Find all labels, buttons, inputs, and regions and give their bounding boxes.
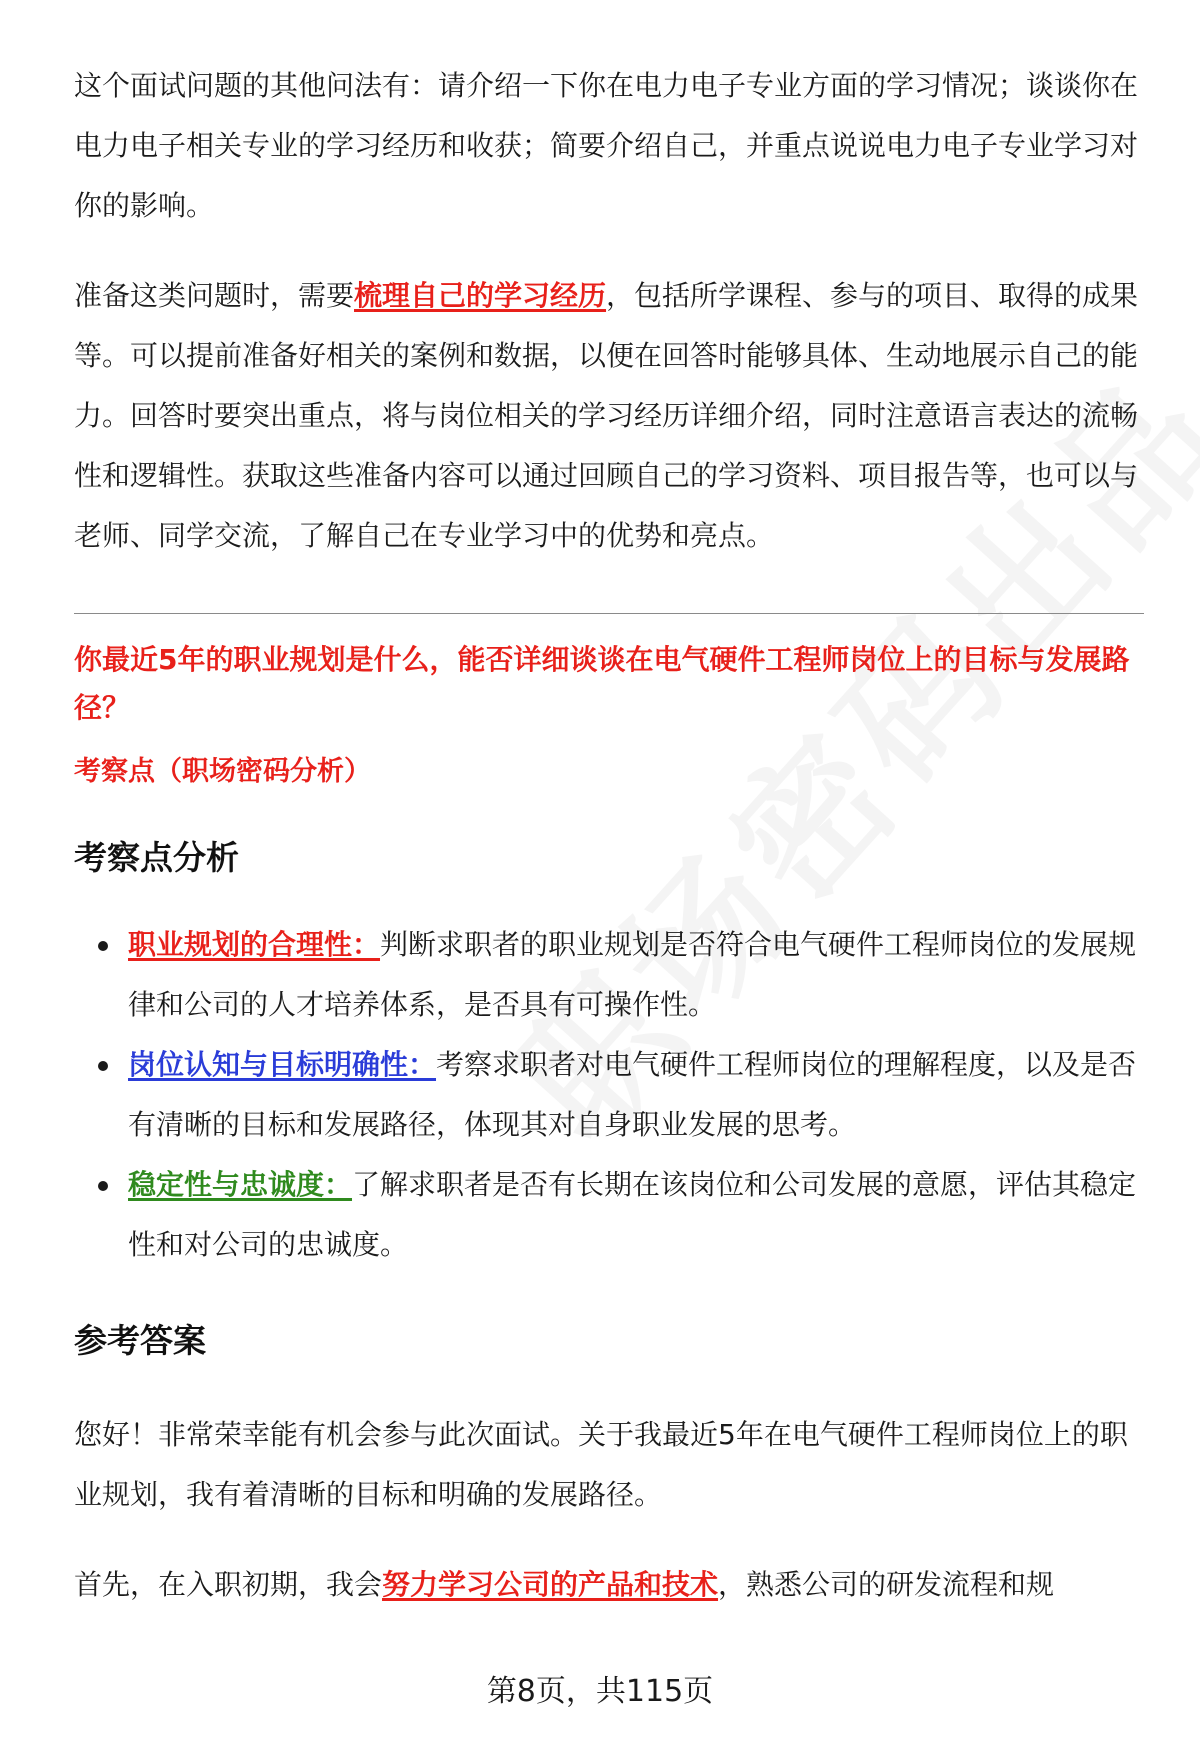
bullet-dot-icon (98, 1061, 108, 1071)
item-description: 了解求职者是否有长期在该岗位和公司发展的意愿，评估其稳定性和对公司的忠诚度。 (128, 1168, 1137, 1261)
list-item (74, 1155, 1144, 1275)
term-stability-loyalty: 稳定性与忠诚度： (128, 1168, 353, 1201)
answer-paragraph-2-lead: 首先，在入职初期，我会 (74, 1568, 383, 1601)
analysis-title: 考察点分析 (74, 838, 239, 877)
term-role-cognition: 岗位认知与目标明确性： (128, 1048, 437, 1081)
term-career-plan-rationality: 职业规划的合理性： (128, 928, 381, 961)
list-item (74, 915, 1144, 1035)
highlight-learn-products: 努力学习公司的产品和技术 (382, 1568, 719, 1601)
answer-paragraph-2 (74, 1555, 1144, 1615)
bullet-dot-icon (98, 1181, 108, 1191)
intro-paragraph-2-rest: ，包括所学课程、参与的项目、取得的成果等。可以提前准备好相关的案例和数据，以便在回答时能够具体、生动地展示自己的能力。回答时要突出重点，将与岗位相关的学习经历详细介绍，同时注意语言表达的流畅性和逻辑性。获取这些准备内容可以通过回顾自己的学习资料、项目报告等，也可以与老师、同学交流，了解自己在专业学习中的优势和亮点。 (74, 279, 1139, 552)
intro-paragraph-2 (74, 266, 1144, 566)
list-item (74, 1035, 1144, 1155)
page-number: 第8页，共115页 (486, 1674, 714, 1709)
answer-paragraph-1: 您好！非常荣幸能有机会参与此次面试。关于我最近5年在电气硬件工程师岗位上的职业规划，我有着清晰的目标和明确的发展路径。 (74, 1418, 1128, 1511)
bullet-dot-icon (98, 941, 108, 951)
document-page (74, 56, 1144, 1615)
highlight-review-study-experience: 梳理自己的学习经历 (354, 279, 607, 312)
question-heading: 你最近5年的职业规划是什么，能否详细谈谈在电气硬件工程师岗位上的目标与发展路径？ (74, 643, 1130, 724)
answer-paragraph-2-rest: ，熟悉公司的研发流程和规 (718, 1568, 1055, 1601)
intro-paragraph-1: 这个面试问题的其他问法有：请介绍一下你在电力电子专业方面的学习情况；谈谈你在电力电子相关专业的学习经历和收获；简要介绍自己，并重点说说电力电子专业学习对你的影响。 (74, 69, 1139, 222)
focus-label: 考察点（职场密码分析） (74, 756, 371, 787)
item-description: 考察求职者对电气硬件工程师岗位的理解程度，以及是否有清晰的目标和发展路径，体现其对自身职业发展的思考。 (128, 1048, 1137, 1141)
intro-paragraph-2-lead: 准备这类问题时，需要 (74, 279, 355, 312)
answer-title: 参考答案 (74, 1321, 206, 1360)
item-description: 判断求职者的职业规划是否符合电气硬件工程师岗位的发展规律和公司的人才培养体系，是否具有可操作性。 (128, 928, 1137, 1021)
analysis-list (74, 915, 1144, 1275)
section-divider (74, 613, 1144, 614)
